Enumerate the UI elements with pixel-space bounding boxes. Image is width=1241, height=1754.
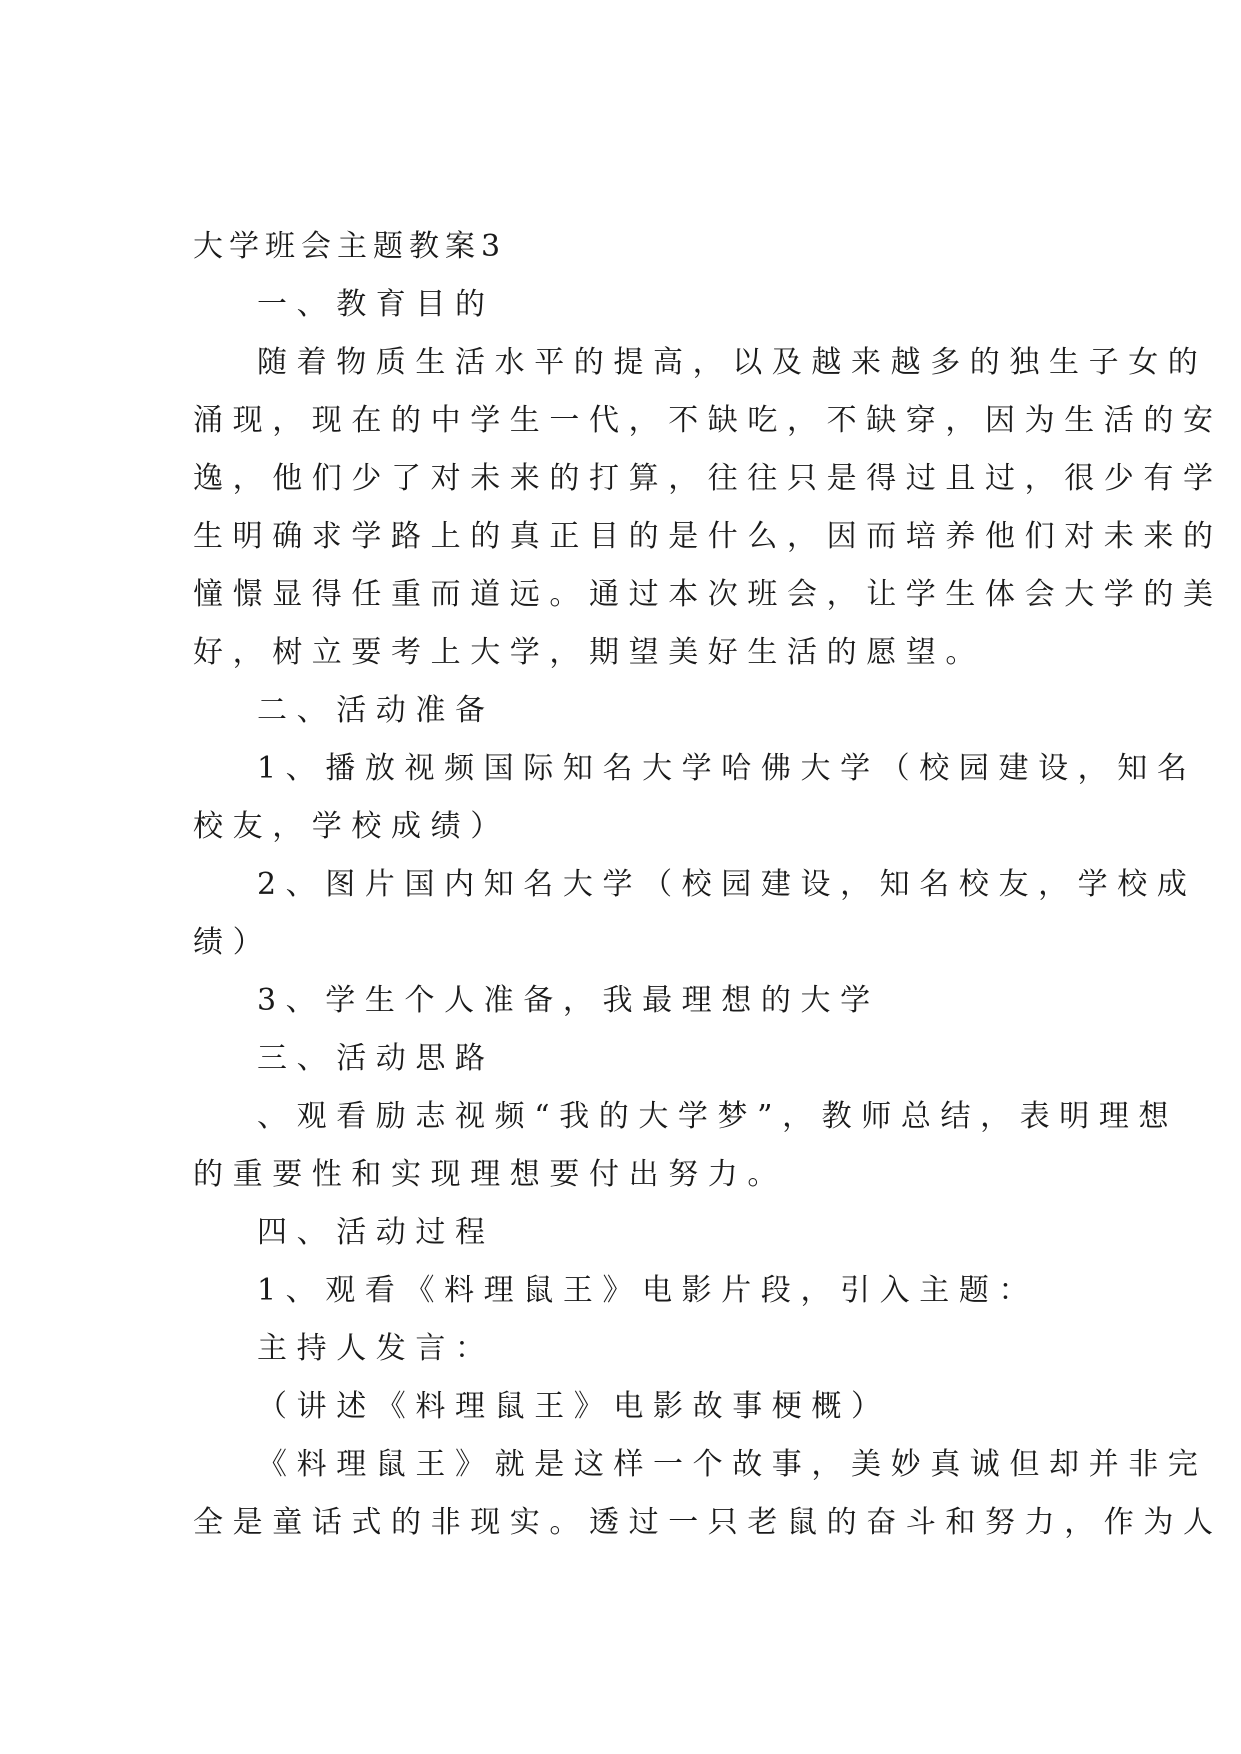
paragraph-line: 逸，他们少了对未来的打算，往往只是得过且过，很少有学 [193,461,1223,496]
document-title: 大学班会主题教案3 [193,229,507,264]
section-heading: 二、活动准备 [257,693,495,728]
section-heading: 一、教育目的 [257,287,495,322]
paragraph-line: 涌现，现在的中学生一代，不缺吃，不缺穿，因为生活的安 [193,403,1223,438]
paragraph-line: 憧憬显得任重而道远。通过本次班会，让学生体会大学的美 [193,577,1223,612]
list-item: 3、学生个人准备，我最理想的大学 [257,983,880,1018]
document-body [193,218,1223,1552]
list-item-continuation: 绩） [193,925,273,960]
list-item: 1、播放视频国际知名大学哈佛大学（校园建设，知名 [257,751,1197,786]
list-item: 2、图片国内知名大学（校园建设，知名校友，学校成 [257,867,1197,902]
list-item-continuation: 校友，学校成绩） [193,809,510,844]
paragraph-line: 生明确求学路上的真正目的是什么，因而培养他们对未来的 [193,519,1223,554]
section-heading: 四、活动过程 [257,1215,495,1250]
section-heading: 三、活动思路 [257,1041,495,1076]
list-item: 1、观看《料理鼠王》电影片段，引入主题： [257,1273,1039,1308]
paragraph-line: 随着物质生活水平的提高，以及越来越多的独生子女的 [257,345,1208,380]
paragraph-line: 好，树立要考上大学，期望美好生活的愿望。 [193,635,985,670]
paragraph-line: 、观看励志视频“我的大学梦”，教师总结，表明理想 [257,1099,1179,1134]
paragraph-line: 全是童话式的非现实。透过一只老鼠的奋斗和努力，作为人 [193,1505,1223,1540]
paragraph-line: 主持人发言： [257,1331,495,1366]
paragraph-line: （讲述《料理鼠王》电影故事梗概） [257,1389,891,1424]
paragraph-line: 的重要性和实现理想要付出努力。 [193,1157,787,1192]
paragraph-line: 《料理鼠王》就是这样一个故事，美妙真诚但却并非完 [257,1447,1208,1482]
